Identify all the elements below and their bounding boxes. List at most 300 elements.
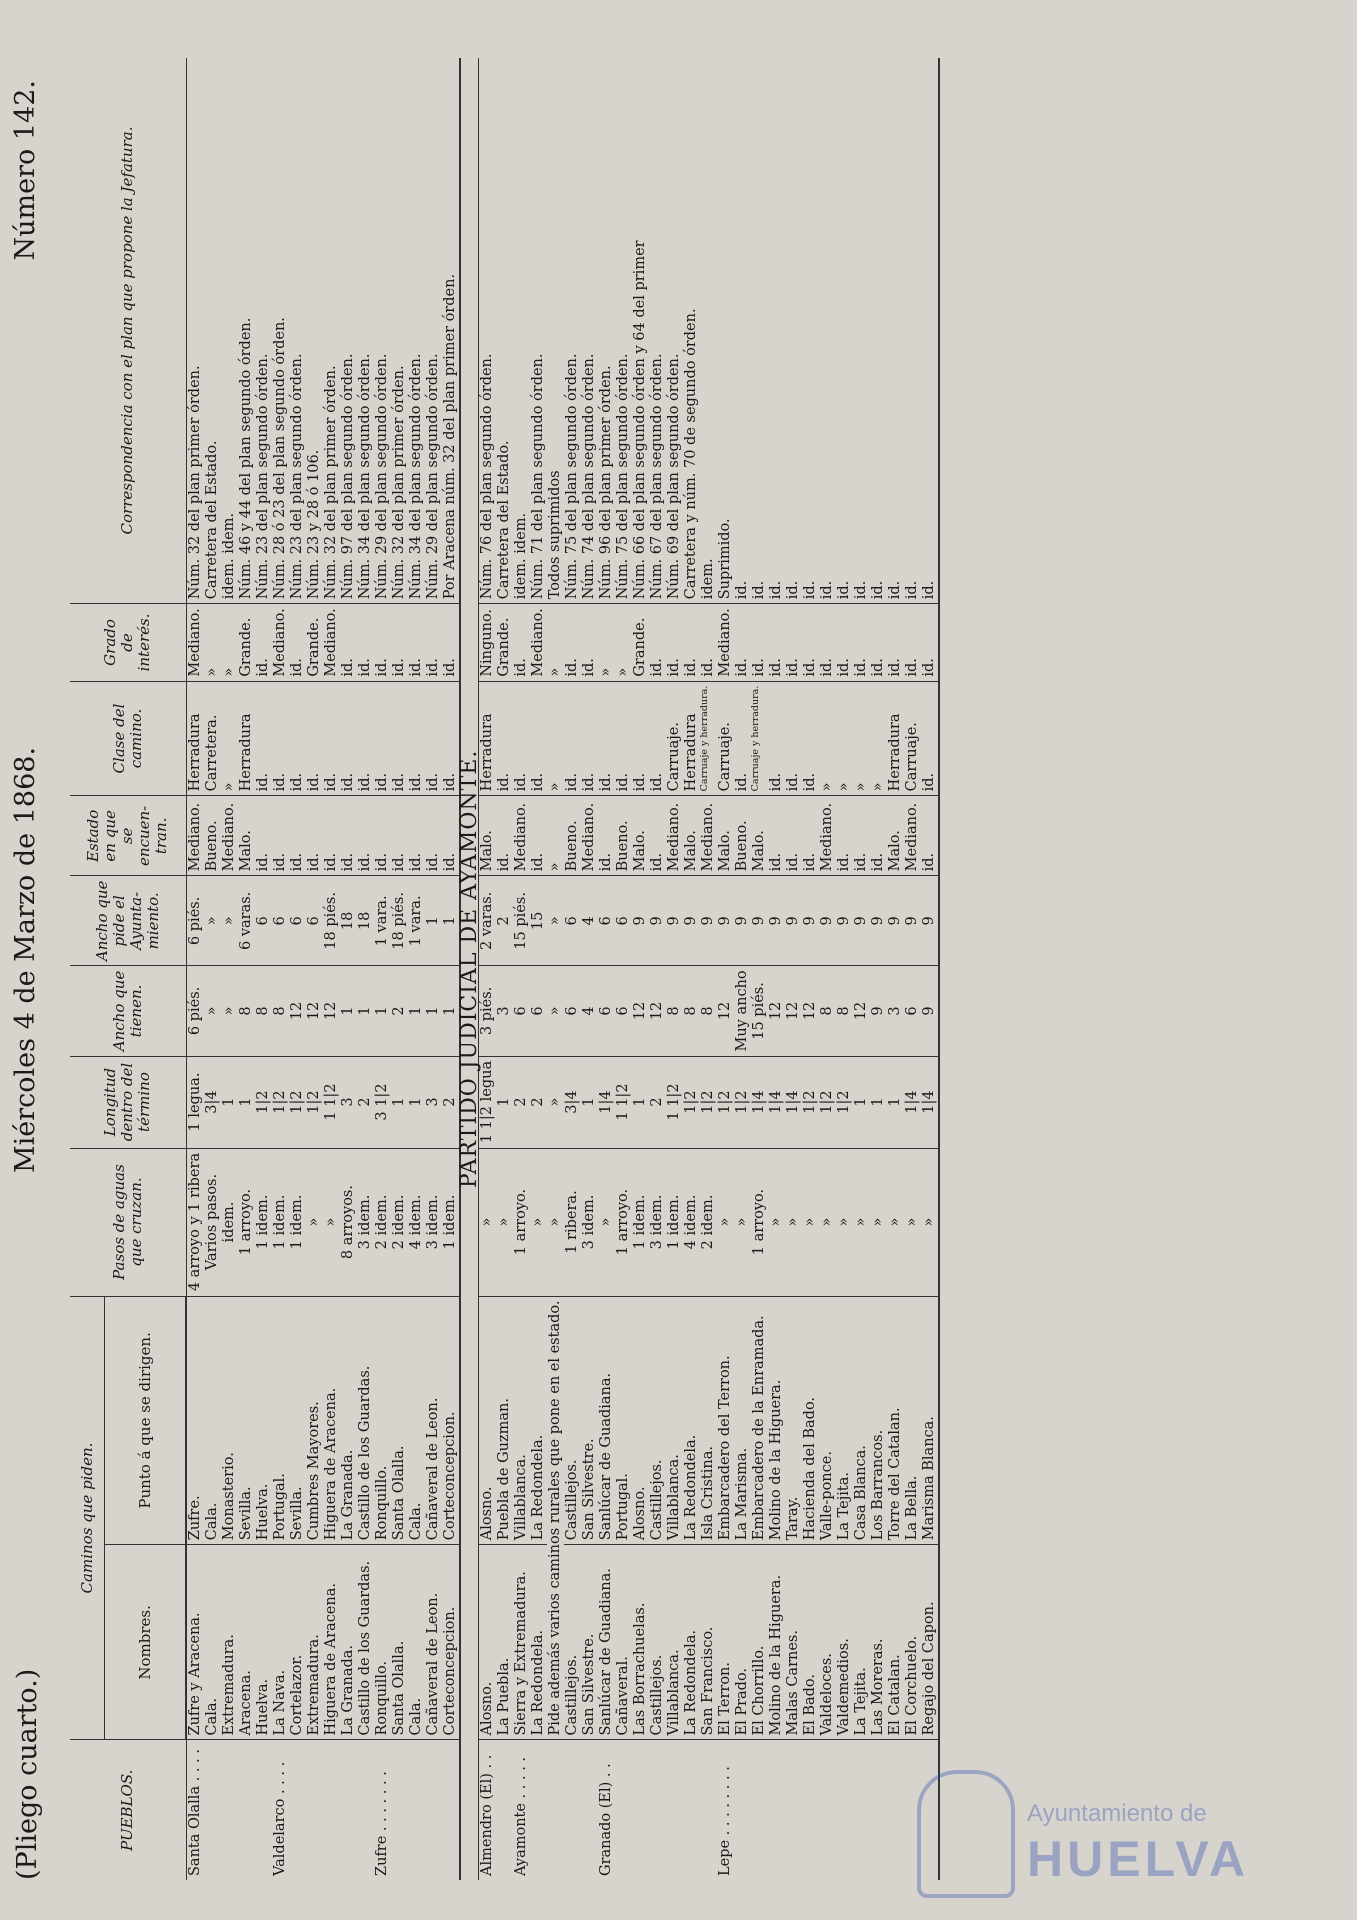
cell-ancho-pide: 6 [255, 876, 272, 966]
cell-estado: Malo. [717, 796, 734, 876]
cell-punto: Portugal. [272, 1296, 289, 1545]
cell-clase: id. [272, 681, 289, 796]
cell-longitud: 1|2 [272, 1056, 289, 1148]
cell-grado: Grande. [238, 604, 255, 681]
cell-pasos: » [819, 1148, 836, 1296]
cell-ancho-tienen: 12 [289, 966, 306, 1056]
cell-estado: id. [870, 796, 887, 876]
cell-pueblo [238, 1740, 255, 1880]
col-estado: Estado en que se encuen-tran. [70, 796, 186, 876]
cell-pasos: » [887, 1148, 904, 1296]
cell-clase: id. [581, 681, 598, 796]
watermark-line1: Ayuntamiento de [1027, 1800, 1207, 1827]
cell-ancho-tienen: » [221, 966, 238, 1056]
cell-pasos: » [547, 1148, 564, 1296]
section-divider [457, 58, 482, 1880]
cell-pueblo [836, 1740, 853, 1880]
cell-estado: Mediano. [186, 796, 204, 876]
cell-grado: id. [289, 604, 306, 681]
cell-ancho-tienen: 2 [391, 966, 408, 1056]
page-header [8, 40, 50, 1880]
col-clase: Clase del camino. [70, 681, 186, 796]
cell-clase: Carruaje. [717, 681, 734, 796]
cell-nombre: El Catalan. [887, 1545, 904, 1740]
cell-pueblo [323, 1740, 340, 1880]
table-row [632, 58, 649, 1880]
cell-longitud: 1|4 [904, 1056, 921, 1148]
cell-pasos: 1 idem. [289, 1148, 306, 1296]
cell-grado: id. [819, 604, 836, 681]
cell-estado: id. [530, 796, 547, 876]
cell-longitud: 1 [581, 1056, 598, 1148]
cell-pueblo [819, 1740, 836, 1880]
cell-punto: Huelva. [255, 1296, 272, 1545]
cell-pasos: 4 idem. [683, 1148, 700, 1296]
cell-punto: Cala. [204, 1296, 221, 1545]
cell-pueblo: Valdelarco . . . . [272, 1740, 289, 1880]
cell-longitud: 1 1|2 [615, 1056, 632, 1148]
cell-correspondencia: id. [734, 580, 750, 600]
cell-pasos: 2 idem. [374, 1148, 391, 1296]
table-body-b [479, 58, 940, 1880]
cell-nombre: Santa Olalla. [391, 1545, 408, 1740]
cell-ancho-tienen: 3 [887, 966, 904, 1056]
cell-nombre: Regajo del Capon. [921, 1545, 939, 1740]
cell-ancho-tienen: 6 [564, 966, 581, 1056]
cell-pasos: 1 idem. [632, 1148, 649, 1296]
cell-clase: id. [632, 681, 649, 796]
cell-punto: Monasterio. [221, 1296, 238, 1545]
cell-clase: id. [734, 681, 751, 796]
cell-punto: Alosno. [632, 1296, 649, 1545]
cell-pasos: » [496, 1148, 513, 1296]
cell-grado: id. [802, 604, 819, 681]
cell-grado: id. [340, 604, 357, 681]
cell-grado: id. [734, 604, 751, 681]
cell-punto: San Silvestre. [581, 1296, 598, 1545]
cell-nombre: Ronquillo. [374, 1545, 391, 1740]
cell-pueblo [683, 1740, 700, 1880]
cell-pueblo: Lepe . . . . . . . . [717, 1740, 734, 1880]
cell-nombre: Malas Carnes. [785, 1545, 802, 1740]
cell-clase: id. [615, 681, 632, 796]
cell-correspondencia: Núm. 96 del plan primer órden. [598, 365, 614, 600]
cell-pueblo [306, 1740, 323, 1880]
cell-clase: Carruaje y herradura. [751, 681, 768, 796]
cell-grado: id. [853, 604, 870, 681]
cell-clase: id. [921, 681, 939, 796]
cell-correspondencia: Núm. 75 del plan segundo órden. [564, 353, 580, 600]
cell-grado: id. [683, 604, 700, 681]
cell-pueblo [408, 1740, 425, 1880]
cell-ancho-pide: 2 [496, 876, 513, 966]
cell-longitud: 1|2 [734, 1056, 751, 1148]
cell-longitud: 3 [425, 1056, 442, 1148]
cell-ancho-tienen: 8 [272, 966, 289, 1056]
cell-estado: id. [768, 796, 785, 876]
col-pasos: Pasos de aguas que cruzan. [70, 1148, 186, 1296]
cell-pasos: » [853, 1148, 870, 1296]
table-row [513, 58, 530, 1880]
cell-correspondencia: id. [768, 580, 784, 600]
cell-estado: » [547, 796, 564, 876]
cell-punto: La Granada. [340, 1296, 357, 1545]
cell-grado: id. [870, 604, 887, 681]
table-row [717, 58, 734, 1880]
cell-punto: Higuera de Aracena. [323, 1296, 340, 1545]
cell-ancho-tienen: 6 [615, 966, 632, 1056]
cell-ancho-pide: 9 [717, 876, 734, 966]
cell-grado: id. [649, 604, 666, 681]
table-row [425, 58, 442, 1880]
cell-pueblo: Ayamonte . . . . . [513, 1740, 530, 1880]
table-row [870, 58, 887, 1880]
cell-clase: id. [374, 681, 391, 796]
table-row [581, 58, 598, 1880]
cell-ancho-tienen: 1 [425, 966, 442, 1056]
cell-clase: id. [496, 681, 513, 796]
table-row [768, 58, 785, 1880]
cell-ancho-tienen: 12 [323, 966, 340, 1056]
col-punto: Punto á que se dirigen. [105, 1296, 187, 1545]
cell-longitud: 1 [391, 1056, 408, 1148]
cell-estado: id. [802, 796, 819, 876]
cell-estado: Malo. [683, 796, 700, 876]
cell-punto: Hacienda del Bado. [802, 1296, 819, 1545]
cell-estado: Mediano. [904, 796, 921, 876]
cell-clase: id. [530, 681, 547, 796]
table-row [340, 58, 357, 1880]
cell-ancho-tienen: 1 [357, 966, 374, 1056]
cell-estado: id. [306, 796, 323, 876]
cell-longitud: 1 1|2 [666, 1056, 683, 1148]
cell-punto: Molino de la Higuera. [768, 1296, 785, 1545]
cell-pasos: » [836, 1148, 853, 1296]
cell-ancho-tienen: 8 [255, 966, 272, 1056]
cell-correspondencia: Carretera del Estado. [496, 440, 512, 600]
cell-longitud: 2 [649, 1056, 666, 1148]
cell-clase: » [819, 681, 836, 796]
cell-punto: Portugal. [615, 1296, 632, 1545]
cell-clase: id. [768, 681, 785, 796]
table-row [204, 58, 221, 1880]
cell-pasos: 2 idem. [391, 1148, 408, 1296]
cell-longitud: 1 [496, 1056, 513, 1148]
cell-correspondencia: Núm. 23 del plan segundo órden. [289, 353, 305, 600]
cell-ancho-tienen: 8 [238, 966, 255, 1056]
cell-ancho-pide: 6 varas. [238, 876, 255, 966]
cell-pasos: 1 idem. [272, 1148, 289, 1296]
cell-correspondencia: idem. idem. [221, 512, 237, 600]
cell-ancho-pide: 9 [666, 876, 683, 966]
cell-grado: id. [391, 604, 408, 681]
cell-ancho-pide: 18 piés. [323, 876, 340, 966]
cell-grado: id. [887, 604, 904, 681]
cell-clase: Herradura [238, 681, 255, 796]
cell-punto: Sevilla. [289, 1296, 306, 1545]
cell-estado: id. [496, 796, 513, 876]
cell-punto: Sevilla. [238, 1296, 255, 1545]
cell-punto: Santa Olalla. [391, 1296, 408, 1545]
cell-correspondencia: Núm. 69 del plan segundo órden. [666, 353, 682, 600]
cell-pueblo [632, 1740, 649, 1880]
table-row [221, 58, 238, 1880]
cell-estado: Mediano. [700, 796, 717, 876]
cell-ancho-pide: 6 piés. [186, 876, 204, 966]
archive-watermark [917, 1760, 1277, 1910]
cell-grado: Grande. [496, 604, 513, 681]
cell-pueblo: Almendro (El) . . [479, 1740, 497, 1880]
cell-estado: Bueno. [734, 796, 751, 876]
cell-punto: Villablanca. [666, 1296, 683, 1545]
cell-ancho-tienen: 6 [598, 966, 615, 1056]
cell-estado: id. [357, 796, 374, 876]
cell-correspondencia: Núm. 29 del plan segundo órden. [374, 353, 390, 600]
cell-nombre: La Redondela. [683, 1545, 700, 1740]
cell-ancho-pide: 6 [564, 876, 581, 966]
cell-estado: id. [391, 796, 408, 876]
cell-estado: Mediano. [819, 796, 836, 876]
cell-pueblo [581, 1740, 598, 1880]
cell-longitud: 2 [357, 1056, 374, 1148]
cell-ancho-pide: 9 [768, 876, 785, 966]
cell-pasos: 3 idem. [581, 1148, 598, 1296]
cell-longitud: 1 [632, 1056, 649, 1148]
cell-pueblo [425, 1740, 442, 1880]
col-ancho-tienen: Ancho que tienen. [70, 966, 186, 1056]
cell-pueblo: Zufre . . . . . . . [374, 1740, 391, 1880]
cell-nombre: La Redondela. [530, 1545, 547, 1740]
cell-longitud: 3 [340, 1056, 357, 1148]
table-row [734, 58, 751, 1880]
cell-pasos: » [785, 1148, 802, 1296]
cell-pasos: » [802, 1148, 819, 1296]
cell-longitud: 1|4 [921, 1056, 939, 1148]
cell-punto: Castillejos. [649, 1296, 666, 1545]
cell-longitud: 1 legua. [186, 1056, 204, 1148]
cell-pueblo [870, 1740, 887, 1880]
cell-pueblo [442, 1740, 460, 1880]
cell-ancho-pide: 9 [887, 876, 904, 966]
cell-pasos: » [479, 1148, 497, 1296]
cell-longitud: 1 [238, 1056, 255, 1148]
cell-correspondencia: id. [853, 580, 869, 600]
cell-nombre: Cortelazor. [289, 1545, 306, 1740]
cell-ancho-pide: 9 [853, 876, 870, 966]
cell-grado: id. [581, 604, 598, 681]
table-row [921, 58, 939, 1880]
cell-pueblo [887, 1740, 904, 1880]
cell-nombre: Higuera de Aracena. [323, 1545, 340, 1740]
cell-correspondencia: Núm. 32 del plan primer órden. [186, 365, 203, 600]
cell-pueblo [204, 1740, 221, 1880]
cell-ancho-pide: 9 [632, 876, 649, 966]
cell-punto: Ronquillo. [374, 1296, 391, 1545]
cell-longitud: 2 [442, 1056, 460, 1148]
cell-nombre: Zufre y Aracena. [186, 1545, 204, 1740]
cell-grado: id. [408, 604, 425, 681]
cell-longitud: 1|4 [751, 1056, 768, 1148]
cell-ancho-pide: 1 [442, 876, 460, 966]
cell-nombre: La Nava. [272, 1545, 289, 1740]
cell-ancho-pide: 4 [581, 876, 598, 966]
cell-correspondencia: Núm. 34 del plan segundo órden. [357, 353, 373, 600]
cell-correspondencia: id. [836, 580, 852, 600]
cell-pasos: 2 idem. [700, 1148, 717, 1296]
cell-ancho-tienen: » [547, 966, 564, 1056]
cell-pueblo [785, 1740, 802, 1880]
cell-correspondencia: Núm. 71 del plan segundo órden. [530, 353, 546, 600]
cell-ancho-pide: 1 [425, 876, 442, 966]
cell-estado: Malo. [479, 796, 497, 876]
cell-correspondencia: Núm. 97 del plan segundo órden. [340, 353, 356, 600]
table-row [186, 58, 204, 1880]
cell-ancho-tienen: 12 [768, 966, 785, 1056]
cell-pueblo [340, 1740, 357, 1880]
cell-pasos: 3 idem. [357, 1148, 374, 1296]
cell-nombre: San Francisco. [700, 1545, 717, 1740]
cell-estado: id. [323, 796, 340, 876]
cell-grado: id. [442, 604, 460, 681]
cell-ancho-pide: 18 [357, 876, 374, 966]
cell-grado: id. [374, 604, 391, 681]
cell-pasos: » [323, 1148, 340, 1296]
cell-estado: id. [853, 796, 870, 876]
table-row [272, 58, 289, 1880]
cell-grado: Mediano. [186, 604, 204, 681]
cell-longitud: 1|2 [717, 1056, 734, 1148]
cell-longitud: 1|2 [255, 1056, 272, 1148]
cell-nombre: Alosno. [479, 1545, 497, 1740]
cell-estado: Malo. [238, 796, 255, 876]
cell-correspondencia: id. [819, 580, 835, 600]
table-row [785, 58, 802, 1880]
cell-estado: Malo. [632, 796, 649, 876]
cell-ancho-pide: 9 [785, 876, 802, 966]
cell-pueblo: Santa Olalla . . . . [186, 1740, 204, 1880]
sheet-label: (Pliego cuarto.) [12, 1668, 43, 1880]
cell-pueblo [564, 1740, 581, 1880]
cell-pasos: 1 idem. [666, 1148, 683, 1296]
cell-pueblo [289, 1740, 306, 1880]
cell-longitud: 1 [408, 1056, 425, 1148]
cell-pueblo [768, 1740, 785, 1880]
cell-correspondencia: Carretera y núm. 70 de segundo órden. [683, 308, 699, 600]
cell-nombre: Pide además varios caminos rurales que pone en el estado. [547, 1296, 564, 1740]
cell-longitud: 1|4 [598, 1056, 615, 1148]
cell-pasos: 1 arroyo. [751, 1148, 768, 1296]
cell-estado: id. [272, 796, 289, 876]
cell-ancho-pide: 9 [649, 876, 666, 966]
cell-punto: Valle-ponce. [819, 1296, 836, 1545]
cell-pasos: » [904, 1148, 921, 1296]
cell-punto: Corteconcepcion. [442, 1296, 460, 1545]
roads-table [70, 58, 940, 1880]
cell-ancho-pide: 15 piés. [513, 876, 530, 966]
cell-clase: » [870, 681, 887, 796]
cell-pueblo [547, 1740, 564, 1880]
cell-nombre: Las Moreras. [870, 1545, 887, 1740]
cell-pasos: idem. [221, 1148, 238, 1296]
cell-nombre: Cala. [204, 1545, 221, 1740]
cell-pueblo [357, 1740, 374, 1880]
cell-grado: » [221, 604, 238, 681]
table-row [530, 58, 547, 1880]
cell-longitud: 1 [870, 1056, 887, 1148]
cell-grado: » [547, 604, 564, 681]
table-row [289, 58, 306, 1880]
cell-punto: La Redondela. [530, 1296, 547, 1545]
cell-pasos: » [717, 1148, 734, 1296]
watermark-line2: HUELVA [1027, 1831, 1250, 1887]
cell-pueblo [751, 1740, 768, 1880]
cell-estado: Mediano. [513, 796, 530, 876]
table-row [547, 58, 564, 1880]
cell-nombre: Extremadura. [221, 1545, 238, 1740]
cell-pasos: 4 arroyo y 1 ribera [186, 1148, 204, 1296]
cell-correspondencia: Carretera del Estado. [204, 440, 220, 600]
cell-ancho-pide: 9 [921, 876, 939, 966]
cell-ancho-pide: » [221, 876, 238, 966]
cell-nombre: Castillejos. [564, 1545, 581, 1740]
cell-estado: Malo. [751, 796, 768, 876]
cell-clase: id. [340, 681, 357, 796]
cell-ancho-pide: 6 [598, 876, 615, 966]
cell-ancho-pide: 1 vara. [374, 876, 391, 966]
cell-longitud: 1 [887, 1056, 904, 1148]
cell-correspondencia: Núm. 76 del plan segundo órden. [479, 353, 495, 600]
cell-ancho-tienen: 6 [904, 966, 921, 1056]
cell-ancho-pide: 6 [272, 876, 289, 966]
table-row [238, 58, 255, 1880]
cell-clase: Carretera. [204, 681, 221, 796]
cell-grado: id. [768, 604, 785, 681]
cell-grado: id. [425, 604, 442, 681]
cell-estado: Bueno. [204, 796, 221, 876]
cell-clase: id. [255, 681, 272, 796]
cell-nombre: Cala. [408, 1545, 425, 1740]
table-row [564, 58, 581, 1880]
cell-clase: id. [442, 681, 460, 796]
cell-correspondencia: id. [921, 58, 939, 604]
cell-grado: Mediano. [323, 604, 340, 681]
cell-nombre: El Terron. [717, 1545, 734, 1740]
cell-pasos: » [530, 1148, 547, 1296]
cell-grado: id. [904, 604, 921, 681]
cell-correspondencia: idem. [700, 558, 716, 600]
cell-ancho-tienen: 8 [700, 966, 717, 1056]
cell-ancho-pide: 18 piés. [391, 876, 408, 966]
cell-punto: Casa Blanca. [853, 1296, 870, 1545]
cell-pasos: 1 idem. [255, 1148, 272, 1296]
cell-pasos: 8 arroyos. [340, 1148, 357, 1296]
cell-punto: Puebla de Guzman. [496, 1296, 513, 1545]
cell-ancho-tienen: 1 [374, 966, 391, 1056]
cell-punto: Isla Cristina. [700, 1296, 717, 1545]
cell-clase: » [836, 681, 853, 796]
cell-ancho-tienen: 15 piés. [751, 966, 768, 1056]
cell-pueblo [734, 1740, 751, 1880]
cell-clase: id. [323, 681, 340, 796]
cell-correspondencia: id. [870, 580, 886, 600]
cell-nombre: Villablanca. [666, 1545, 683, 1740]
cell-clase: id. [425, 681, 442, 796]
cell-pueblo [221, 1740, 238, 1880]
cell-pueblo [255, 1740, 272, 1880]
cell-longitud: 1|2 [819, 1056, 836, 1148]
cell-ancho-pide: 9 [751, 876, 768, 966]
cell-grado: » [598, 604, 615, 681]
